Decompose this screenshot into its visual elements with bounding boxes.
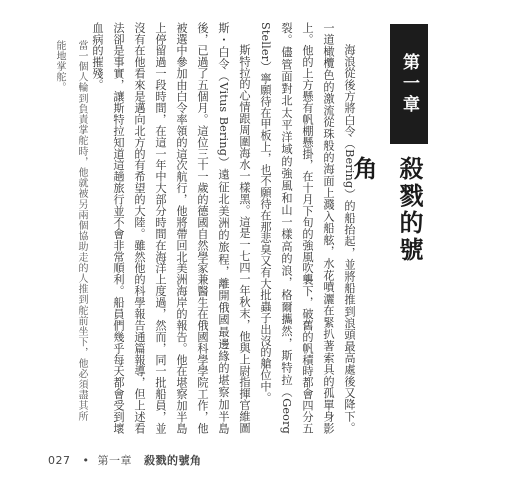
page-footer [48,452,202,468]
body-text [87,22,360,434]
chapter-title: 殺戮的號角 [349,156,424,264]
footer-title: 殺戮的號角 [144,454,202,467]
body-paragraph: 海浪從後方將白令（Bering）的船抬起，並將船推到浪頭最高處後又降下。一道橄欖色的激流從珠般的海面上濺入船舷，水花噴灑在緊扒著索具的孤單身影上。他的上方懸有帆棚懸掛，在十月下旬的強風吹襲下，破舊的帆積時都會四分五裂。儘管面對北太平洋域的強風和山一樣高的浪，格爾攜然，斯特拉（Georg Steller）寧願待在甲板上，也不願待在那悲臭又有大批蟲子出沒的艙位中。 [259,22,356,434]
page-number: 027 [48,454,71,467]
body-paragraph: 斯特拉的心情跟周圍海水一樣黑。這是一七四一年秋末，他與上尉指揮官維圖斯・白令（Vitus Bering）遠征北美洲的旅程，離開俄國最邊緣的堪察加半島後，已過了五個月。這位三十一歲的德國自然學家兼醫生在俄國科學學院工作，他被選中參加由白令率領的這次航行，他將帶回北美洲海岸的報告。他在堪察加半島上停留過一段時間，在這一年中大部分時間在海洋上度過，然而，同一批船員，並沒有在他看來是邁向北方的有希望的大陸。雖然他的科學報告通篇報導，但上述看法卻是事實，讓斯特拉知道這趟旅行並不會非常順利。船員們幾乎每天都會受到壞血病的摧殘。 [91,22,251,434]
footer-separator: • [82,454,90,467]
block-quote [48,40,92,432]
quote-line: 當一個人輪到負責掌舵時，他就被另兩個協助走的人推到舵前坐下，他必須盡其所能地掌舵。 [54,40,87,422]
chapter-label: 第一章 [399,52,419,116]
footer-chapter: 第一章 [97,454,132,467]
